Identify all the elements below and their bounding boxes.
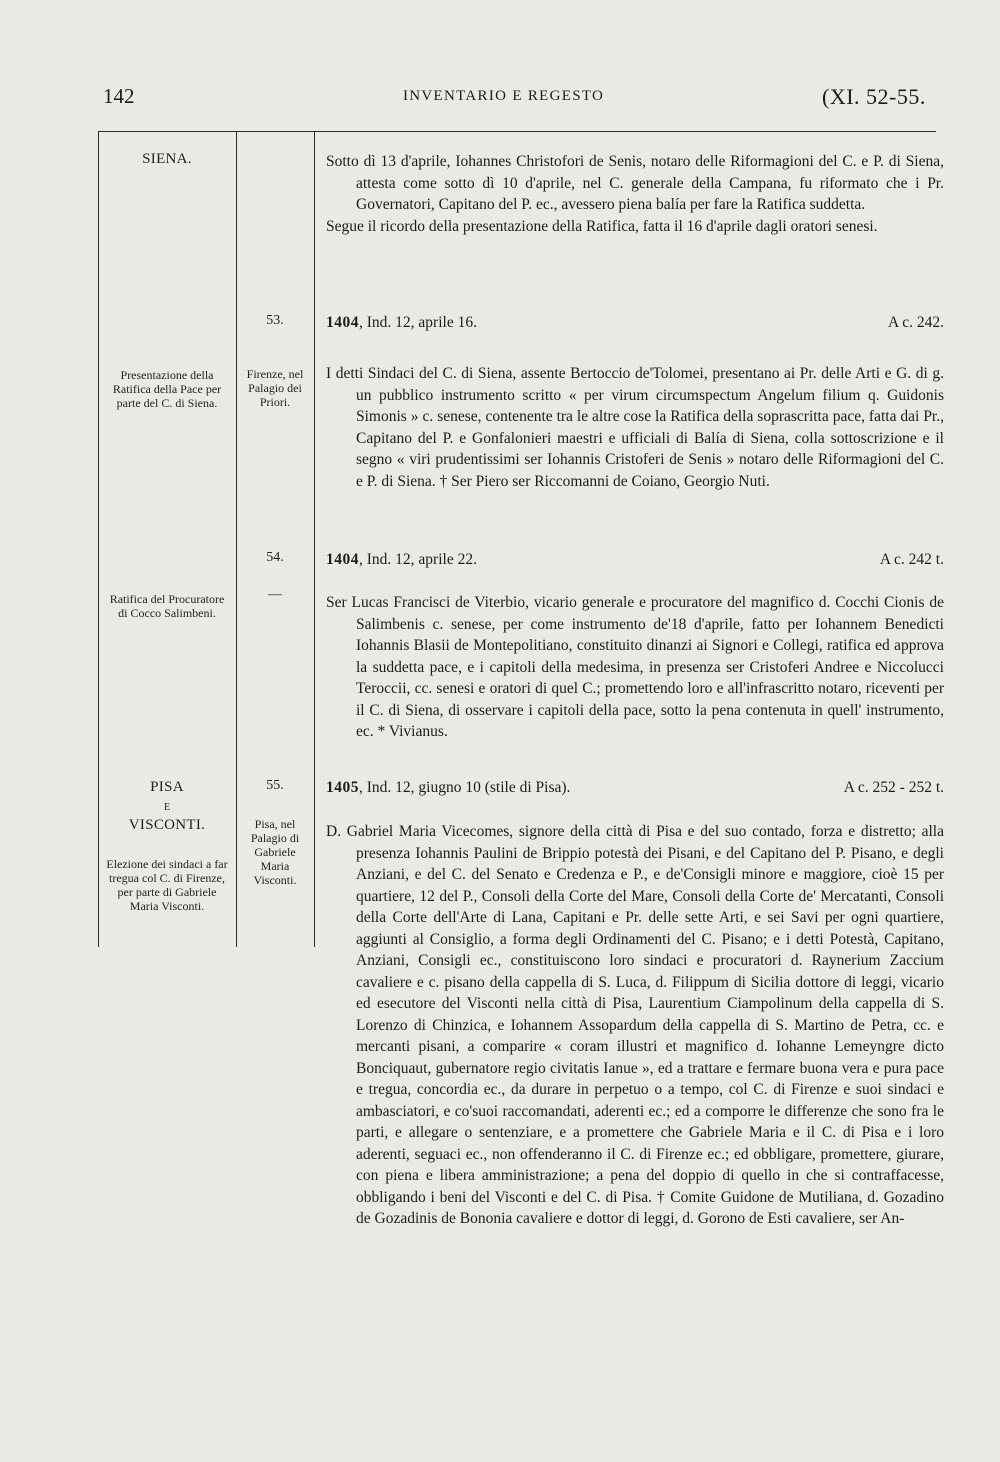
entry-53-heading <box>326 314 944 332</box>
entry-53-text <box>326 363 944 492</box>
margin-place-siena: SIENA. <box>142 151 192 167</box>
margin-place-e: E <box>163 802 171 813</box>
margin-place-visconti: VISCONTI. <box>128 817 206 833</box>
margin-note-53: Presentazione della Ratifica della Pace per parte del C. di Siena. <box>112 368 222 410</box>
entry-53-year: 1404 <box>326 314 359 331</box>
entry-54-heading <box>326 551 944 569</box>
entry-55-paragraph: D. Gabriel Maria Vicecomes, signore della città di Pisa e del suo contado, forza e distretto; alla presenza Iohannis Paulini de Brippio potestà dei Pisani, e del Capitano del P. Pisano, e degli Anziani, e del C. del Senato e Credenza e P., e de'Consigli minore e maggiore, cioè 15 per quartiere, 12 del P., Consoli della Corte del Mare, Consoli della Corte de' Mercatanti, Consoli della Corte dell'Arte di Lana, Capitani e Pr. delle sette Arti, e sei Savi per ogni quartiere, aggiunti al Consiglio, a forma degli Ordinamenti del C. Pisano; e i detti Potestà, Capitano, Anziani, Consigli ec., constituiscono loro sindaci e procuratori d. Raynerium Zaccium cavaliere e c. pisano della cappella di S. Luca, d. Filippum di Sicilia dottore di leggi, vicario ed esecutore del Visconti nella città di Pisa, Laurentium Ciampolinum della cappella di S. Lorenzo di Chinzica, e Iohannem Assopardum della cappella di S. Martino de Petra, cc. e mercanti pisani, a comparire « coram illustri et magnifico d. Iohanne Lemeyngre dicto Bonciquaut, gubernatore regio civitatis Ianue », ed a trattare e fermare buona vera e pura pace e tregua, concordia ec., da durare in perpetuo o a tempo, col C. di Firenze e suoi sindaci e ambasciatori, e co'suoi raccomandati, aderenti ec.; ed a comporre le differenze che sono fra le parti, e allegare o sentenziare, e a promettere che Gabriele Maria e il C. di Pisa e i loro aderenti, seguaci ec., non offenderanno il C. di Firenze ec.; ed obbligare, promettere, giurare, con piena e libera amministrazione; a pena del doppio di quello in che si contraffacesse, obbligando i beni del Visconti e del C. di Pisa. † Comite Guidone de Mutiliana, d. Gozadino de Gozadinis de Bononia cavaliere e dottor di leggi, d. Gorono de Esti cavaliere, ser An- <box>326 823 944 1227</box>
page-header <box>0 84 1000 114</box>
intro-paragraph-1: Sotto dì 13 d'aprile, Iohannes Christofori de Senis, notaro delle Riformagioni del C. e P. di Siena, attesta come sotto dì 10 d'aprile, nel C. generale della Campana, fu riformato che i Pr. Governatori, Capitano del P. ec., avessero piena balía per fare la Ratifica suddetta. <box>326 153 944 213</box>
document-number-53: 53. <box>266 313 284 328</box>
document-number-55: 55. <box>266 778 284 793</box>
intro-paragraph-2: Segue il ricordo della presentazione della Ratifica, fatta il 16 d'aprile dagli oratori senesi. <box>326 217 878 235</box>
entry-53-paragraph: I detti Sindaci del C. di Siena, assente Bertoccio de'Tolomei, presentano ai Pr. delle Arti e G. di g. un pubblico instrumento scritto « per virum circumspectum Angelum filium q. Guidonis Simonis » c. senese, contenente tra le altre cose la Ratifica della soprascritta pace, fatta dai Pr., Capitano del P. e Gonfalonieri maestri e ufficiali di Balía di Siena, colla sottoscrizione e il segno « viri prudentissimi ser Iohannis Cristoferi de Senis » notaro delle Riformagioni del C. e P. di Siena. † Ser Piero ser Riccomanni de Coiano, Georgio Nuti. <box>326 365 944 490</box>
entry-55-year: 1405 <box>326 779 359 796</box>
margin-place-55: Pisa, nel Palagio di Gabriele Maria Visconti. <box>250 817 300 887</box>
entry-54-date: , Ind. 12, aprile 22. <box>359 551 477 568</box>
entry-53-date: , Ind. 12, aprile 16. <box>359 314 477 331</box>
margin-place-53: Firenze, nel Palagio dei Priori. <box>246 367 304 409</box>
entry-54-paragraph: Ser Lucas Francisci de Viterbio, vicario generale e procuratore del magnifico d. Cocchi Cionis de Salimbenis c. senese, per come instrumento de'18 d'aprile, fatto per Iohannem Benedicti Iohannis Blasii de Montepolitiano, constituito dinanzi ai Signori e Collegi, ratifica ed approva la suddetta pace, e i capitoli della medesima, in presenza ser Cristoferi Andree e Niccolucci Teroccii, cc. senesi e oratori di quel C.; promettendo loro e all'infrascritto notaro, riceventi per il C. di Siena, di osservare i capitoli della pace, sotto la pena contenuta in quell' instrumento, ec. * Vivianus. <box>326 594 944 740</box>
page-number: 142 <box>103 84 135 108</box>
entry-54-text <box>326 592 944 743</box>
entry-55-heading <box>326 779 944 797</box>
entry-54-folio: A c. 242 t. <box>879 551 944 568</box>
entry-54-year: 1404 <box>326 551 359 568</box>
top-rule <box>98 131 936 132</box>
margin-dash-54: — <box>268 587 282 602</box>
margin-note-55: Elezione dei sindaci a far tregua col C. di Firenze, per parte di Gabriele Maria Visconti. <box>106 857 228 913</box>
section-reference: (XI. 52-55. <box>822 84 926 109</box>
intro-text <box>326 151 944 237</box>
margin-place-pisa: PISA <box>150 779 184 795</box>
entry-55-folio: A c. 252 - 252 t. <box>843 779 944 796</box>
entry-55-text <box>326 821 944 1230</box>
entry-55-date: , Ind. 12, giugno 10 (stile di Pisa). <box>359 779 571 796</box>
margin-column-divider-3 <box>314 131 315 947</box>
margin-note-54: Ratifica del Procuratore di Cocco Salimbeni. <box>109 592 225 620</box>
document-number-54: 54. <box>266 550 284 565</box>
entry-53-folio: A c. 242. <box>888 314 944 331</box>
running-title: INVENTARIO E REGESTO <box>403 88 605 104</box>
